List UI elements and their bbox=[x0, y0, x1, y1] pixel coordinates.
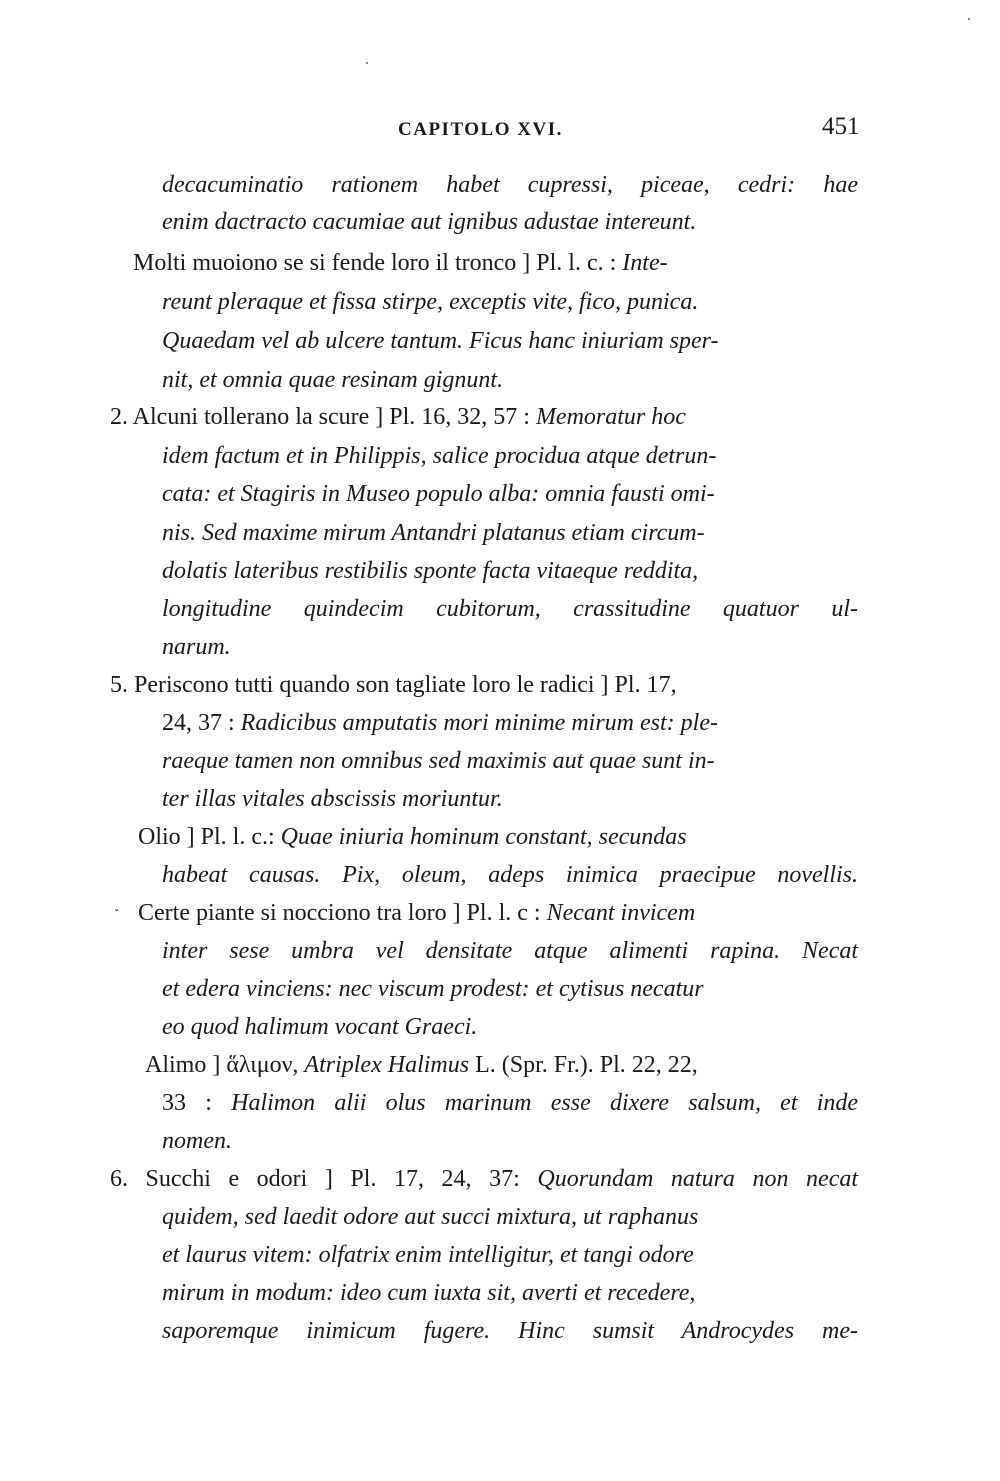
latin-quote: Inte- bbox=[622, 250, 668, 276]
text-line bbox=[162, 746, 715, 776]
latin-quote: idem factum et in Philippis, salice procidua atque detrun- bbox=[162, 443, 717, 469]
latin-quote: cata: et Stagiris in Museo populo alba: omnia fausti omi- bbox=[162, 481, 715, 507]
latin-quote: habeat causas. Pix, oleum, adeps inimica praecipue novellis. bbox=[162, 862, 858, 888]
italian-text: Olio ] Pl. l. c.: bbox=[138, 824, 281, 850]
page-header bbox=[0, 113, 1000, 149]
text-line bbox=[138, 898, 695, 928]
text-line bbox=[162, 479, 715, 509]
text-line bbox=[162, 287, 698, 317]
latin-quote: Halimon alii olus marinum esse dixere salsum, et inde bbox=[231, 1090, 859, 1116]
text-line bbox=[162, 860, 858, 890]
italian-text: Certe piante si nocciono tra loro ] Pl. l. c : bbox=[138, 900, 547, 926]
text-line bbox=[162, 170, 858, 200]
text-line bbox=[162, 1012, 477, 1042]
text-line bbox=[110, 402, 686, 432]
text-line bbox=[162, 936, 858, 966]
latin-quote: saporemque inimicum fugere. Hinc sumsit Androcydes me- bbox=[162, 1318, 858, 1344]
text-line bbox=[110, 670, 677, 700]
latin-quote: Radicibus amputatis mori minime mirum est: ple- bbox=[240, 710, 718, 736]
latin-quote: nit, et omnia quae resinam gignunt. bbox=[162, 367, 504, 393]
latin-quote: quidem, sed laedit odore aut succi mixtura, ut raphanus bbox=[162, 1204, 699, 1230]
text-line bbox=[162, 556, 698, 586]
text-line bbox=[162, 1126, 232, 1156]
latin-quote: inter sese umbra vel densitate atque alimenti rapina. Necat bbox=[162, 938, 859, 964]
text-line bbox=[162, 207, 696, 237]
italian-text: 6. Succhi e odori ] Pl. 17, 24, 37: bbox=[110, 1166, 538, 1192]
margin-mark: ˯ bbox=[114, 895, 120, 912]
text-line bbox=[162, 1278, 695, 1308]
latin-quote: dolatis lateribus restibilis sponte facta vitaeque reddita, bbox=[162, 558, 699, 584]
latin-quote: Atriplex Halimus bbox=[304, 1052, 470, 1078]
text-line bbox=[162, 1240, 694, 1270]
italian-text: L. (Spr. Fr.). Pl. 22, 22, bbox=[469, 1052, 698, 1078]
running-title: CAPITOLO XVI. bbox=[398, 119, 563, 140]
latin-quote: nis. Sed maxime mirum Antandri platanus etiam circum- bbox=[162, 520, 705, 546]
latin-quote: narum. bbox=[162, 634, 231, 660]
latin-quote: Quaedam vel ab ulcere tantum. Ficus hanc iniuriam sper- bbox=[162, 328, 719, 354]
page-number: 451 bbox=[822, 113, 860, 140]
text-line bbox=[162, 1316, 858, 1346]
latin-quote: ter illas vitales abscissis moriuntur. bbox=[162, 786, 503, 812]
italian-text: 5. Periscono tutti quando son tagliate loro le radici ] Pl. 17, bbox=[110, 672, 677, 698]
latin-quote: Quorundam natura non necat bbox=[537, 1166, 859, 1192]
italian-text: Alimo ] ἅλιμον, bbox=[145, 1052, 305, 1078]
latin-quote: Memoratur hoc bbox=[535, 404, 686, 430]
text-line bbox=[162, 708, 718, 738]
latin-quote: decacuminatio rationem habet cupressi, piceae, cedri: hae bbox=[162, 172, 858, 198]
italian-text: Molti muoiono se si fende loro il tronco ] Pl. l. c. : bbox=[133, 250, 623, 276]
latin-quote: Quae iniuria hominum constant, secundas bbox=[280, 824, 687, 850]
italian-text: 33 : bbox=[162, 1090, 232, 1116]
latin-quote: Necant invicem bbox=[546, 900, 696, 926]
text-line bbox=[162, 518, 705, 548]
text-line bbox=[162, 974, 704, 1004]
text-line bbox=[162, 1088, 858, 1118]
text-line bbox=[162, 365, 503, 395]
latin-quote: longitudine quindecim cubitorum, crassitudine quatuor ul- bbox=[162, 596, 859, 622]
page-speck-top bbox=[968, 18, 970, 20]
latin-quote: eo quod halimum vocant Graeci. bbox=[162, 1014, 478, 1040]
latin-quote: et edera vinciens: nec viscum prodest: et cytisus necatur bbox=[162, 976, 704, 1002]
latin-quote: raeque tamen non omnibus sed maximis aut quae sunt in- bbox=[162, 748, 715, 774]
latin-quote: enim dactracto cacumiae aut ignibus adustae intereunt. bbox=[162, 209, 697, 235]
text-line bbox=[162, 441, 716, 471]
text-line bbox=[133, 248, 668, 278]
latin-quote: mirum in modum: ideo cum iuxta sit, averti et recedere, bbox=[162, 1280, 696, 1306]
text-line bbox=[162, 784, 503, 814]
text-line bbox=[145, 1050, 698, 1080]
text-line bbox=[162, 594, 858, 624]
latin-quote: reunt pleraque et fissa stirpe, exceptis vite, fico, punica. bbox=[162, 289, 699, 315]
latin-quote: et laurus vitem: olfatrix enim intelligitur, et tangi odore bbox=[162, 1242, 694, 1268]
text-line bbox=[162, 1202, 698, 1232]
text-line bbox=[162, 632, 231, 662]
text-line bbox=[162, 326, 719, 356]
latin-quote: nomen. bbox=[162, 1128, 232, 1154]
italian-text: 2. Alcuni tollerano la scure ] Pl. 16, 32, 57 : bbox=[110, 404, 536, 430]
italian-text: 24, 37 : bbox=[162, 710, 241, 736]
page-speck-left bbox=[366, 62, 368, 64]
text-line bbox=[138, 822, 687, 852]
text-line bbox=[110, 1164, 858, 1194]
